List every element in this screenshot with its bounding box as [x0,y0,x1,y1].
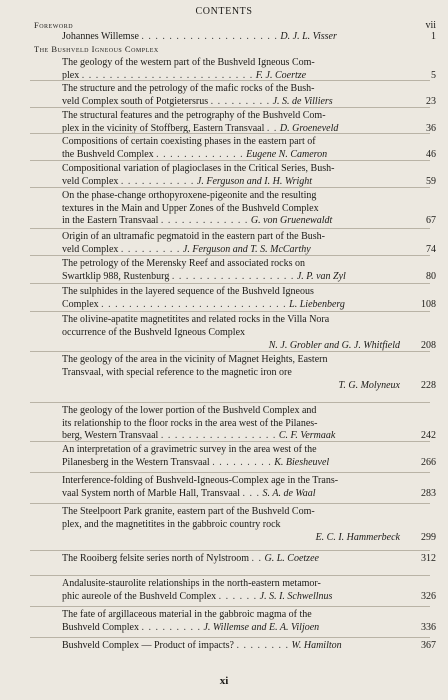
entry-author: J. Ferguson and I. H. Wright [196,175,313,187]
entry-title-line: The geology of the western part of the Bushveld Igneous Com- [62,57,315,68]
leader-dots: . . . . . . [218,590,258,602]
entry-title-line: plex, and the magnetitites in the gabbroic country rock [62,518,281,530]
divider [30,255,430,256]
entry-title-line: The geology of the area in the vicinity of Magnet Heights, Eastern [62,354,328,365]
divider [30,311,430,312]
entry-title-line: plex [62,69,80,81]
entry-title-line: veld Complex south of Potgietersrus [62,95,209,107]
leader-dots: . . . . . . . . . [210,95,271,107]
entry-title-line: Pilanesberg in the Western Transvaal [62,456,210,468]
entry-title-line: Bushveld Complex [62,621,139,633]
foreword-roman-page: vii [425,20,436,31]
divider [30,441,430,442]
entry-title-line: Complex [62,298,99,310]
entry-title-line: in the Eastern Transvaal [62,215,159,226]
page-title: CONTENTS [195,6,253,17]
divider [30,575,430,576]
entry-title-line: Compositions of certain coexisting phases in the eastern part of [62,136,316,147]
leader-dots: . . [251,553,263,564]
divider [30,351,430,352]
divider [30,402,430,403]
entry-page: 228 [421,380,436,391]
entry-title-line: plex in the vicinity of Stoffberg, Eastern Transvaal [62,122,265,134]
entry-page: 312 [421,553,436,564]
entry-page: 299 [421,532,436,543]
entry-author: J. Willemse and E. A. Viljoen [203,621,320,633]
entry-title-line: berg, Western Transvaal [62,430,159,441]
entry-title-line: The Steelpoort Park granite, eastern part of the Bushveld Com- [62,506,315,517]
divider [30,283,430,284]
entry-title-line: Swartklip 988, Rustenburg [62,270,170,282]
entry-author: T. G. Molyneux [338,380,400,391]
divider [30,160,430,161]
section-foreword: Foreword [34,20,74,30]
entry-title-line: The sulphides in the layered sequence of the Bushveld Igneous [62,286,314,297]
entry-title-line: the Bushveld Complex [62,148,154,160]
entry-title-line: The olivine-apatite magnetitites and related rocks in the Villa Nora [62,314,330,325]
divider [30,187,430,188]
entry-author: G. L. Coetzee [264,553,319,564]
page-number: xi [219,675,229,687]
leader-dots: . . . . . . . . . . . . . . . . . . . . [141,31,278,42]
entry-author: J. Ferguson and T. S. McCarthy [182,243,311,255]
leader-dots: . . . . . . . . . . . . . [156,148,244,160]
entry-page: 23 [426,95,436,107]
entry-author: C. F. Vermaak [278,430,336,441]
leader-dots: . . . . . . . . . [141,621,201,633]
leader-dots: . . . . . . . . . . . [120,175,195,187]
entry-page: 283 [421,487,436,499]
entry-title-line: The geology of the lower portion of the Bushveld Complex and [62,405,317,416]
divider [30,503,430,504]
entry-page: 74 [426,243,436,255]
divider [30,606,430,607]
entry-page: 5 [431,69,436,81]
divider [30,472,430,473]
entry-title-line: Compositional variation of plagioclases in the Critical Series, Bush- [62,163,335,174]
entry-title-line: Andalusite-staurolite relationships in the north-eastern metamor- [62,578,321,589]
entry-title-line: veld Complex [62,175,119,187]
leader-dots: . . . . . . . . [236,640,289,651]
entry-title-line: The Rooiberg felsite series north of Nylstroom [62,553,250,564]
entry-title-line: Interference-folding of Bushveld-Igneous-Complex age in the Trans- [62,475,339,486]
entry-author: G. von Gruenewaldt [250,215,333,226]
entry-author: D. J. L. Visser [280,31,337,42]
entry-author: W. Hamilton [291,640,342,651]
entry-title-line: The structure and the petrology of the mafic rocks of the Bush- [62,83,315,94]
divider [30,133,430,134]
entry-author: S. A. de Waal [262,487,316,499]
entry-title-line: vaal System north of Marble Hall, Transvaal [62,487,241,499]
leader-dots: . . [266,122,278,134]
divider [30,228,430,229]
entry-author: J. S. I. Schwellnus [259,590,333,602]
entry-page: 266 [421,456,436,468]
leader-dots: . . . . . . . . . . . . . . . . . [160,430,277,441]
entry-title-line: The petrology of the Merensky Reef and associated rocks on [62,258,305,269]
entry-page: 80 [426,270,436,282]
leader-dots: . . . . . . . . . . . . . [160,215,249,226]
entry-page: 367 [421,640,436,651]
leader-dots: . . . . . . . . . . . . . . . . . . . . . . . . . [81,69,254,81]
entry-title-line: An interpretation of a gravimetric survey in the area west of the [62,444,317,455]
entry-title-line: Bushveld Complex — Product of impacts? [62,640,234,651]
entry-page: 242 [421,430,436,441]
entry-author: J. P. van Zyl [296,270,346,282]
entry-title-line: The structural features and the petrography of the Bushveld Com- [62,110,326,121]
entry-title-line: Origin of an ultramafic pegmatoid in the eastern part of the Bush- [62,231,325,242]
entry-title-line: The fate of argillaceous material in the gabbroic magma of the [62,609,312,620]
entry-author: F. J. Coertze [255,69,307,81]
entry-page: 1 [431,31,436,42]
entry-author: L. Liebenberg [289,298,345,310]
entry-title-line: On the phase-change orthopyroxene-pigeonite and the resulting [62,190,317,201]
divider [30,550,430,551]
entry-author: N. J. Grobler and G. J. Whitfield [268,340,400,351]
entry-page: 36 [426,122,436,134]
entry-title-line: textures in the Main and Upper Zones of the Bushveld Complex [62,202,319,214]
entry-title-line: Transvaal, with special reference to the magnetic iron ore [62,366,292,378]
entry-page: 67 [426,215,436,226]
entry-title-line: veld Complex [62,243,119,255]
leader-dots: . . . . . . . . . . . . . . . . . . . . . . . . . . . [101,298,287,310]
entry-author: J. S. de Villiers [272,95,333,107]
entry-title-line: phic aureole of the Bushveld Complex [62,590,217,602]
entry-page: 208 [421,340,436,351]
entry-title-line: occurrence of the Bushveld Igneous Complex [62,326,246,338]
entry-author: Eugene N. Cameron [246,148,328,160]
divider [30,80,430,81]
entry-page: 59 [426,175,436,187]
leader-dots: . . . . . . . . . . . . . . . . . . [171,270,295,282]
entry-author: E. C. I. Hammerbeck [315,532,400,543]
leader-dots: . . . . . . . . . [120,243,181,255]
entry-title: Johannes Willemse [62,31,139,42]
entry-page: 108 [421,298,436,310]
entry-page: 46 [426,148,436,160]
divider [30,107,430,108]
entry-title-line: its relationship to the floor rocks in the area west of the Pilanes- [62,417,318,429]
entry-author: K. Biesheuvel [274,456,330,468]
leader-dots: . . . [242,487,261,499]
divider [30,637,430,638]
entry-author: D. Groeneveld [279,122,339,134]
section-bushveld-complex: The Bushveld Igneous Complex [34,44,159,54]
entry-page: 326 [421,590,436,602]
leader-dots: . . . . . . . . . [212,456,272,468]
entry-page: 336 [421,621,436,633]
